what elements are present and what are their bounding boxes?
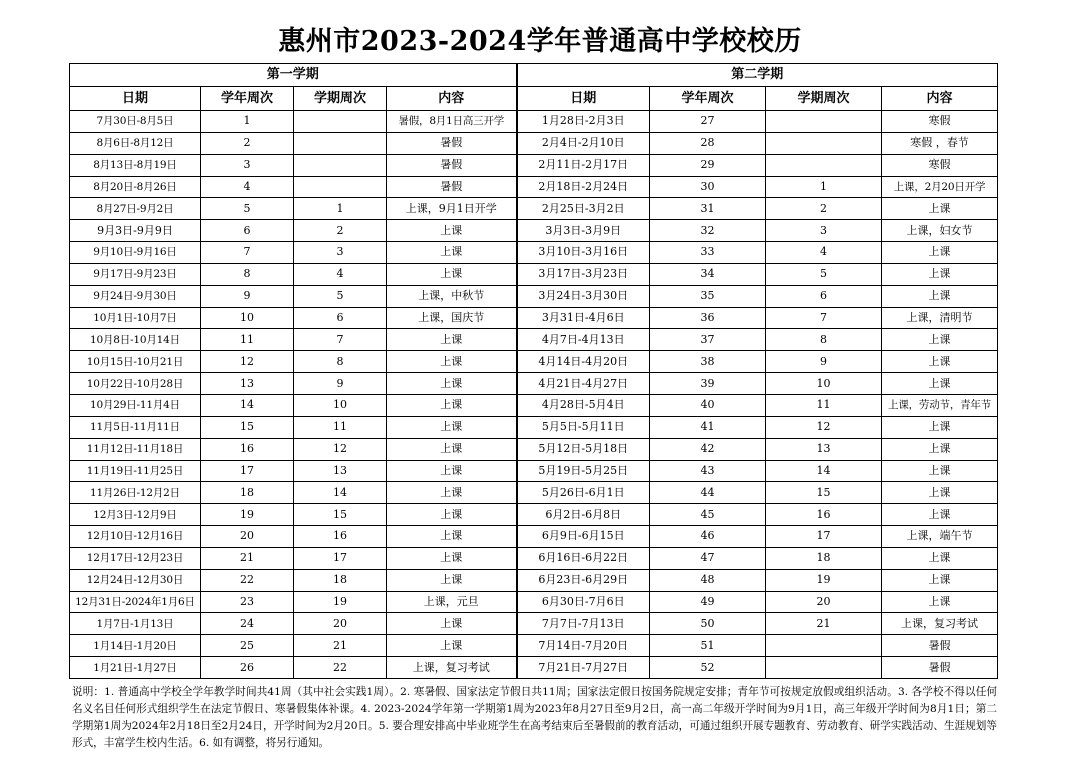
term-week-cell — [294, 154, 387, 176]
content-cell: 上课，劳动节，青年节 — [882, 394, 998, 416]
content-cell: 上课 — [882, 547, 998, 569]
term-week-cell: 18 — [294, 569, 387, 591]
term-week-cell: 9 — [766, 351, 882, 373]
term-week-cell: 21 — [294, 635, 387, 657]
table-row — [70, 547, 998, 569]
term-week-cell — [294, 111, 387, 133]
content-cell: 上课 — [882, 504, 998, 526]
date-cell: 3月24日-3月30日 — [517, 285, 650, 307]
content-cell: 寒假 — [882, 111, 998, 133]
content-cell: 上课 — [882, 351, 998, 373]
year-week-cell: 31 — [650, 198, 766, 220]
year-week-cell: 20 — [201, 526, 294, 548]
date-cell: 5月12日-5月18日 — [517, 438, 650, 460]
year-week-cell: 13 — [201, 373, 294, 395]
term-week-cell: 9 — [294, 373, 387, 395]
table-row — [70, 460, 998, 482]
date-cell: 5月26日-6月1日 — [517, 482, 650, 504]
term-week-cell: 18 — [766, 547, 882, 569]
term-week-cell: 8 — [294, 351, 387, 373]
year-week-cell: 41 — [650, 416, 766, 438]
content-cell: 上课 — [387, 416, 517, 438]
term-week-cell: 22 — [294, 657, 387, 679]
term-week-cell: 10 — [294, 394, 387, 416]
date-cell: 1月21日-1月27日 — [70, 657, 201, 679]
term-week-cell: 4 — [766, 242, 882, 264]
term-week-cell: 8 — [766, 329, 882, 351]
year-week-cell: 12 — [201, 351, 294, 373]
term-week-cell — [294, 176, 387, 198]
content-cell: 上课，2月20日开学 — [882, 176, 998, 198]
content-cell: 上课 — [882, 416, 998, 438]
content-cell: 上课，复习考试 — [387, 657, 517, 679]
table-row — [70, 482, 998, 504]
column-header: 内容 — [387, 87, 517, 111]
table-row — [70, 438, 998, 460]
content-cell: 上课 — [387, 351, 517, 373]
term-week-cell: 17 — [294, 547, 387, 569]
column-header: 内容 — [882, 87, 998, 111]
table-row — [70, 635, 998, 657]
year-week-cell: 27 — [650, 111, 766, 133]
date-cell: 11月26日-12月2日 — [70, 482, 201, 504]
content-cell: 上课 — [882, 482, 998, 504]
content-cell: 上课，妇女节 — [882, 220, 998, 242]
content-cell: 上课 — [387, 242, 517, 264]
table-row — [70, 307, 998, 329]
date-cell: 8月20日-8月26日 — [70, 176, 201, 198]
date-cell: 12月31日-2024年1月6日 — [70, 591, 201, 613]
table-row — [70, 176, 998, 198]
table-row — [70, 111, 998, 133]
year-week-cell: 1 — [201, 111, 294, 133]
date-cell: 7月30日-8月5日 — [70, 111, 201, 133]
term-week-cell: 14 — [294, 482, 387, 504]
date-cell: 11月5日-11月11日 — [70, 416, 201, 438]
content-cell: 上课 — [387, 329, 517, 351]
content-cell: 上课 — [882, 438, 998, 460]
date-cell: 2月4日-2月10日 — [517, 132, 650, 154]
year-week-cell: 6 — [201, 220, 294, 242]
column-header: 学期周次 — [766, 87, 882, 111]
content-cell: 上课，清明节 — [882, 307, 998, 329]
semester-2-header: 第二学期 — [517, 64, 998, 87]
term-week-cell: 4 — [294, 263, 387, 285]
content-cell: 上课 — [387, 526, 517, 548]
content-cell: 上课 — [882, 198, 998, 220]
content-cell: 上课 — [387, 438, 517, 460]
year-week-cell: 3 — [201, 154, 294, 176]
term-week-cell — [766, 132, 882, 154]
year-week-cell: 23 — [201, 591, 294, 613]
term-week-cell: 19 — [294, 591, 387, 613]
content-cell: 暑假 — [387, 154, 517, 176]
date-cell: 9月17日-9月23日 — [70, 263, 201, 285]
year-week-cell: 29 — [650, 154, 766, 176]
table-row — [70, 373, 998, 395]
date-cell: 10月8日-10月14日 — [70, 329, 201, 351]
date-cell: 7月21日-7月27日 — [517, 657, 650, 679]
term-week-cell: 19 — [766, 569, 882, 591]
content-cell: 上课 — [882, 285, 998, 307]
table-row — [70, 569, 998, 591]
year-week-cell: 36 — [650, 307, 766, 329]
year-week-cell: 8 — [201, 263, 294, 285]
term-week-cell: 7 — [766, 307, 882, 329]
table-row — [70, 591, 998, 613]
table-row — [70, 198, 998, 220]
year-week-cell: 14 — [201, 394, 294, 416]
table-row — [70, 657, 998, 679]
date-cell: 4月14日-4月20日 — [517, 351, 650, 373]
year-week-cell: 19 — [201, 504, 294, 526]
content-cell: 上课 — [387, 635, 517, 657]
column-header: 学期周次 — [294, 87, 387, 111]
year-week-cell: 44 — [650, 482, 766, 504]
term-week-cell: 7 — [294, 329, 387, 351]
date-cell: 2月25日-3月2日 — [517, 198, 650, 220]
column-header: 日期 — [517, 87, 650, 111]
year-week-cell: 43 — [650, 460, 766, 482]
date-cell: 6月9日-6月15日 — [517, 526, 650, 548]
table-row — [70, 242, 998, 264]
year-week-cell: 37 — [650, 329, 766, 351]
date-cell: 9月24日-9月30日 — [70, 285, 201, 307]
table-row — [70, 526, 998, 548]
term-week-cell: 16 — [766, 504, 882, 526]
year-week-cell: 32 — [650, 220, 766, 242]
term-week-cell: 10 — [766, 373, 882, 395]
year-week-cell: 46 — [650, 526, 766, 548]
term-week-cell: 21 — [766, 613, 882, 635]
date-cell: 10月1日-10月7日 — [70, 307, 201, 329]
year-week-cell: 51 — [650, 635, 766, 657]
content-cell: 暑假，8月1日高三开学 — [387, 111, 517, 133]
date-cell: 6月23日-6月29日 — [517, 569, 650, 591]
year-week-cell: 7 — [201, 242, 294, 264]
date-cell: 3月10日-3月16日 — [517, 242, 650, 264]
term-week-cell: 15 — [294, 504, 387, 526]
content-cell: 上课 — [882, 242, 998, 264]
year-week-cell: 48 — [650, 569, 766, 591]
content-cell: 上课 — [882, 460, 998, 482]
term-week-cell: 2 — [294, 220, 387, 242]
date-cell: 8月6日-8月12日 — [70, 132, 201, 154]
date-cell: 12月24日-12月30日 — [70, 569, 201, 591]
content-cell: 上课 — [387, 220, 517, 242]
content-cell: 暑假 — [387, 132, 517, 154]
content-cell: 上课，中秋节 — [387, 285, 517, 307]
year-week-cell: 24 — [201, 613, 294, 635]
year-week-cell: 45 — [650, 504, 766, 526]
term-week-cell — [766, 635, 882, 657]
term-week-cell: 20 — [294, 613, 387, 635]
term-week-cell: 6 — [766, 285, 882, 307]
content-cell: 寒假 ，春节 — [882, 132, 998, 154]
year-week-cell: 39 — [650, 373, 766, 395]
date-cell: 4月21日-4月27日 — [517, 373, 650, 395]
content-cell: 上课 — [387, 613, 517, 635]
date-cell: 8月13日-8月19日 — [70, 154, 201, 176]
date-cell: 7月7日-7月13日 — [517, 613, 650, 635]
term-week-cell: 11 — [766, 394, 882, 416]
table-row — [70, 220, 998, 242]
content-cell: 上课 — [387, 504, 517, 526]
term-week-cell: 12 — [294, 438, 387, 460]
date-cell: 9月10日-9月16日 — [70, 242, 201, 264]
date-cell: 6月16日-6月22日 — [517, 547, 650, 569]
table-row — [70, 329, 998, 351]
term-week-cell: 13 — [766, 438, 882, 460]
date-cell: 3月17日-3月23日 — [517, 263, 650, 285]
page-title: 惠州市2023-2024学年普通高中学校校历 — [278, 26, 802, 57]
table-row — [70, 285, 998, 307]
year-week-cell: 52 — [650, 657, 766, 679]
term-week-cell: 5 — [294, 285, 387, 307]
table-row — [70, 613, 998, 635]
content-cell: 寒假 — [882, 154, 998, 176]
content-cell: 上课，端午节 — [882, 526, 998, 548]
date-cell: 2月11日-2月17日 — [517, 154, 650, 176]
date-cell: 6月30日-7月6日 — [517, 591, 650, 613]
content-cell: 暑假 — [882, 635, 998, 657]
term-week-cell: 6 — [294, 307, 387, 329]
year-week-cell: 50 — [650, 613, 766, 635]
content-cell: 上课，9月1日开学 — [387, 198, 517, 220]
term-week-cell — [766, 111, 882, 133]
term-week-cell: 20 — [766, 591, 882, 613]
term-week-cell: 16 — [294, 526, 387, 548]
term-week-cell: 5 — [766, 263, 882, 285]
year-week-cell: 15 — [201, 416, 294, 438]
term-week-cell: 15 — [766, 482, 882, 504]
term-week-cell: 17 — [766, 526, 882, 548]
date-cell: 4月28日-5月4日 — [517, 394, 650, 416]
year-week-cell: 17 — [201, 460, 294, 482]
content-cell: 上课 — [387, 460, 517, 482]
year-week-cell: 22 — [201, 569, 294, 591]
term-week-cell: 11 — [294, 416, 387, 438]
content-cell: 上课 — [882, 329, 998, 351]
content-cell: 暑假 — [882, 657, 998, 679]
year-week-cell: 49 — [650, 591, 766, 613]
content-cell: 暑假 — [387, 176, 517, 198]
year-week-cell: 4 — [201, 176, 294, 198]
year-week-cell: 40 — [650, 394, 766, 416]
date-cell: 12月17日-12月23日 — [70, 547, 201, 569]
date-cell: 11月12日-11月18日 — [70, 438, 201, 460]
table-row — [70, 154, 998, 176]
date-cell: 3月31日-4月6日 — [517, 307, 650, 329]
content-cell: 上课 — [387, 569, 517, 591]
table-row — [70, 394, 998, 416]
table-row — [70, 416, 998, 438]
date-cell: 5月19日-5月25日 — [517, 460, 650, 482]
term-week-cell: 3 — [294, 242, 387, 264]
date-cell: 3月3日-3月9日 — [517, 220, 650, 242]
date-cell: 12月3日-12月9日 — [70, 504, 201, 526]
year-week-cell: 38 — [650, 351, 766, 373]
year-week-cell: 10 — [201, 307, 294, 329]
term-week-cell: 1 — [294, 198, 387, 220]
date-cell: 10月15日-10月21日 — [70, 351, 201, 373]
year-week-cell: 26 — [201, 657, 294, 679]
term-week-cell: 2 — [766, 198, 882, 220]
year-week-cell: 35 — [650, 285, 766, 307]
date-cell: 10月22日-10月28日 — [70, 373, 201, 395]
date-cell: 5月5日-5月11日 — [517, 416, 650, 438]
content-cell: 上课 — [387, 482, 517, 504]
term-week-cell — [766, 657, 882, 679]
table-row — [70, 504, 998, 526]
term-week-cell: 13 — [294, 460, 387, 482]
year-week-cell: 47 — [650, 547, 766, 569]
date-cell: 7月14日-7月20日 — [517, 635, 650, 657]
year-week-cell: 18 — [201, 482, 294, 504]
content-cell: 上课，复习考试 — [882, 613, 998, 635]
date-cell: 4月7日-4月13日 — [517, 329, 650, 351]
table-row — [70, 351, 998, 373]
year-week-cell: 5 — [201, 198, 294, 220]
date-cell: 2月18日-2月24日 — [517, 176, 650, 198]
column-header: 学年周次 — [650, 87, 766, 111]
term-week-cell: 3 — [766, 220, 882, 242]
year-week-cell: 9 — [201, 285, 294, 307]
date-cell: 6月2日-6月8日 — [517, 504, 650, 526]
content-cell: 上课 — [882, 569, 998, 591]
content-cell: 上课 — [387, 263, 517, 285]
date-cell: 1月28日-2月3日 — [517, 111, 650, 133]
content-cell: 上课 — [882, 263, 998, 285]
year-week-cell: 16 — [201, 438, 294, 460]
year-week-cell: 42 — [650, 438, 766, 460]
content-cell: 上课 — [882, 373, 998, 395]
column-header: 日期 — [70, 87, 201, 111]
date-cell: 11月19日-11月25日 — [70, 460, 201, 482]
term-week-cell — [294, 132, 387, 154]
date-cell: 1月7日-1月13日 — [70, 613, 201, 635]
year-week-cell: 25 — [201, 635, 294, 657]
term-week-cell: 14 — [766, 460, 882, 482]
table-row — [70, 132, 998, 154]
date-cell: 8月27日-9月2日 — [70, 198, 201, 220]
term-week-cell: 1 — [766, 176, 882, 198]
year-week-cell: 33 — [650, 242, 766, 264]
year-week-cell: 28 — [650, 132, 766, 154]
content-cell: 上课 — [387, 547, 517, 569]
year-week-cell: 2 — [201, 132, 294, 154]
date-cell: 1月14日-1月20日 — [70, 635, 201, 657]
year-week-cell: 30 — [650, 176, 766, 198]
date-cell: 10月29日-11月4日 — [70, 394, 201, 416]
year-week-cell: 11 — [201, 329, 294, 351]
year-week-cell: 21 — [201, 547, 294, 569]
date-cell: 12月10日-12月16日 — [70, 526, 201, 548]
content-cell: 上课 — [882, 591, 998, 613]
year-week-cell: 34 — [650, 263, 766, 285]
table-row — [70, 263, 998, 285]
content-cell: 上课，元旦 — [387, 591, 517, 613]
content-cell: 上课 — [387, 394, 517, 416]
term-week-cell: 12 — [766, 416, 882, 438]
content-cell: 上课 — [387, 373, 517, 395]
calendar-table — [69, 63, 998, 679]
content-cell: 上课，国庆节 — [387, 307, 517, 329]
term-week-cell — [766, 154, 882, 176]
column-header: 学年周次 — [201, 87, 294, 111]
date-cell: 9月3日-9月9日 — [70, 220, 201, 242]
notes-paragraph: 说明：1. 普通高中学校全学年教学时间共41周（其中社会实践1周）。2. 寒暑假、国家法定节假日共11周；国家法定假日按国务院规定安排；青年节可按规定放假或组织活动。3. 各学校不得以任何名义名目任何形式组织学生在法定节假日、寒暑假集体补课。4. 2023-2024学年第一学期第1周为2023年8月27日至9月2日，高一高二年级开学时间为9月1日，高三年级开学时间为8月1日；第二学期第1周为2024年2月18日至2月24日，开学时间为2月20日。5. 要合理安排高中毕业班学生在高考结束后至暑假前的教育活动，可通过组织开展专题教育、劳动教育、研学实践活动、生涯规划等形式，丰富学生校内生活。6. 如有调整，将另行通知。 — [72, 686, 997, 749]
semester-1-header: 第一学期 — [70, 64, 517, 87]
